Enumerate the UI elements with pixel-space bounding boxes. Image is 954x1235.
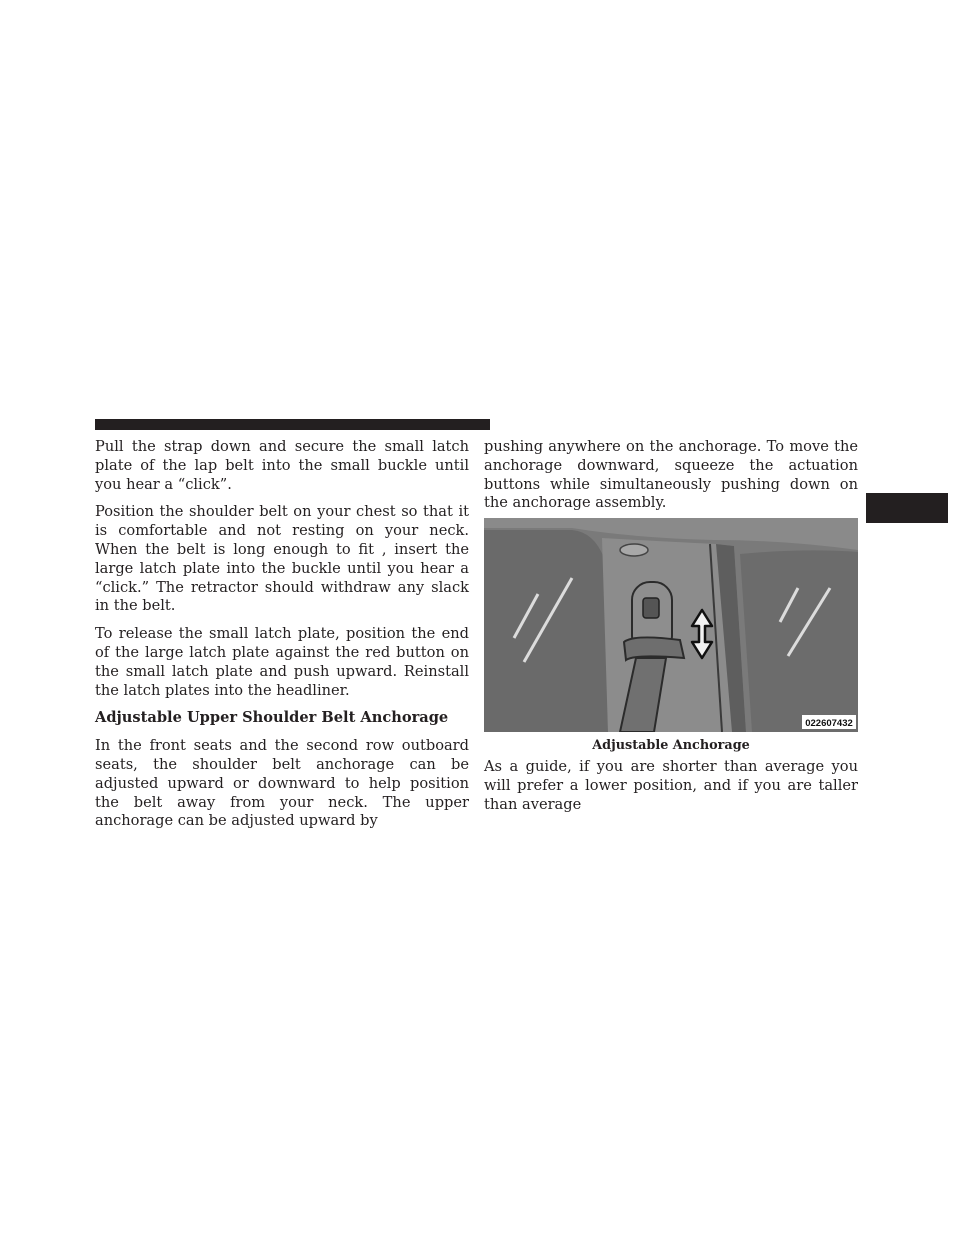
paragraph-release-latch: To release the small latch plate, position the end of the large latch plate against the red button on the small latch plate and push upward. Reinstall the latch plates into the headliner. (95, 625, 469, 699)
section-rule (95, 419, 490, 430)
section-heading: Adjustable Upper Shoulder Belt Anchorage (95, 709, 449, 727)
paragraph-anchorage-move: pushing anywhere on the anchorage. To move the anchorage downward, squeeze the actuation buttons while simultaneously pushing down on the anchorage assembly. (484, 438, 858, 512)
paragraph-anchorage-intro: In the front seats and the second row outboard seats, the shoulder belt anchorage can be adjusted upward or downward to help position the belt away from your neck. The upper anchorage can be adjusted upward by (95, 737, 469, 830)
right-column (484, 438, 858, 824)
paragraph-shoulder-belt: Position the shoulder belt on your chest so that it is comfortable and not resting on your neck. When the belt is long enough to fit , insert the large latch plate into the buckle until you hear a “click.” The retractor should withdraw any slack in the belt. (95, 503, 469, 615)
paragraph-position-guide: As a guide, if you are shorter than average you will prefer a lower position, and if you are taller than average (484, 758, 858, 813)
figure-code: 022607432 (805, 718, 853, 730)
anchorage-illustration (484, 518, 858, 732)
paragraph-latch-secure: Pull the strap down and secure the small latch plate of the lap belt into the small buckle until you hear a “click”. (95, 438, 469, 493)
left-column (95, 438, 469, 840)
chapter-tab (866, 493, 948, 523)
figure-caption: Adjustable Anchorage (592, 738, 750, 754)
